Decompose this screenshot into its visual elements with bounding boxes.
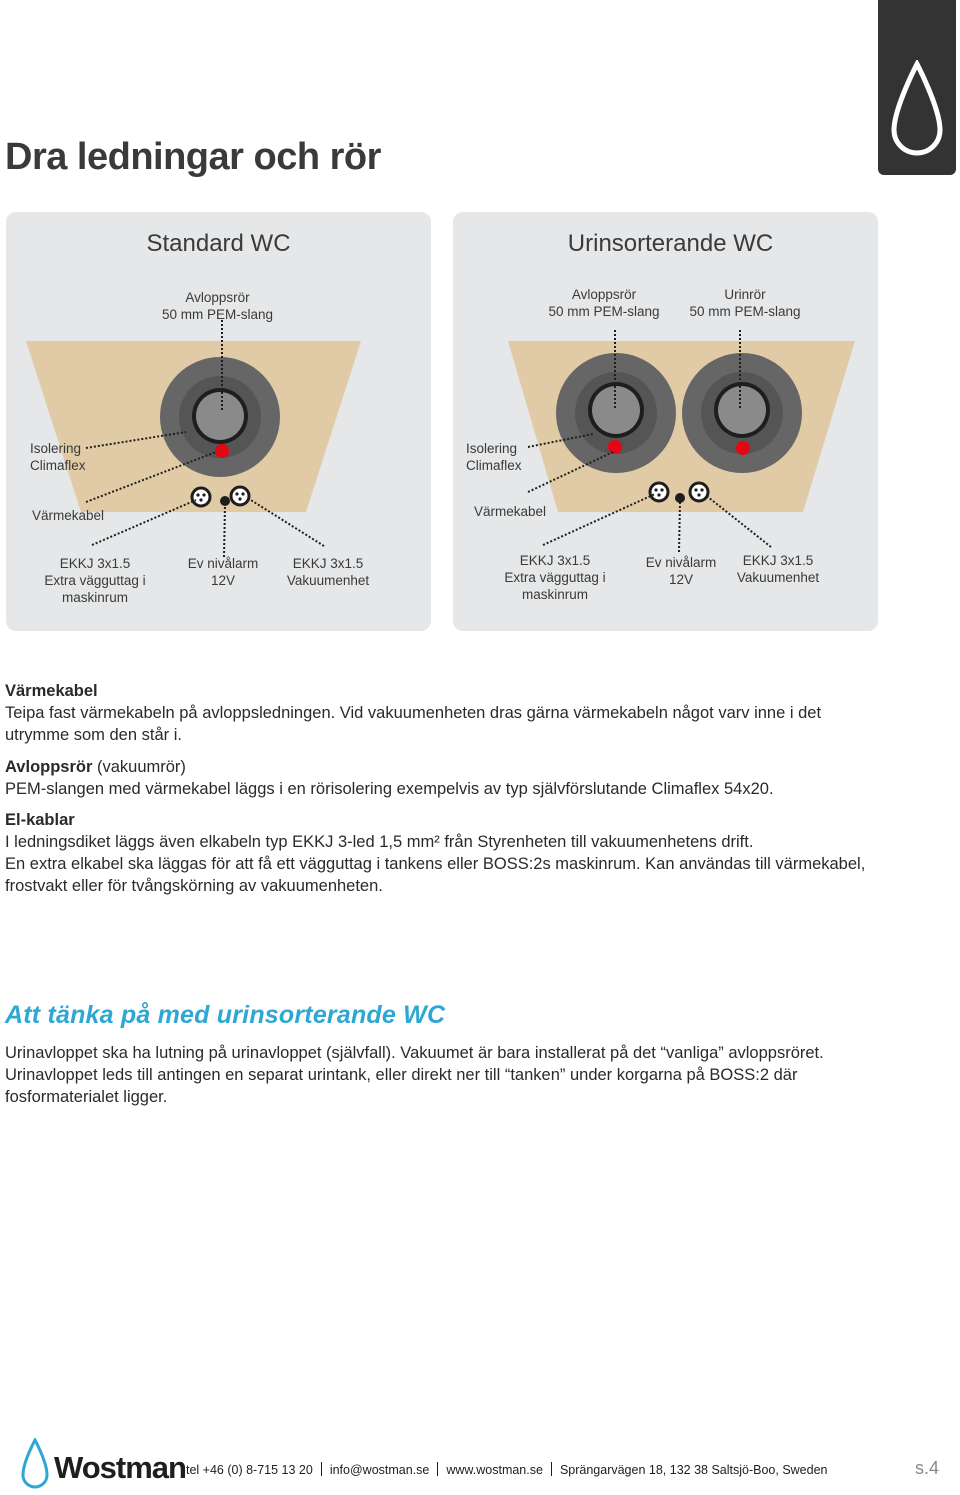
- pipe-center-urin: [718, 386, 766, 434]
- label-line: Climaflex: [30, 458, 86, 473]
- electric-cable-left: [650, 483, 668, 501]
- footer-email[interactable]: info@wostman.se: [329, 1463, 430, 1477]
- section-body: En extra elkabel ska läggas för att få ett vägguttag i tankens eller BOSS:2s maskinrum. Kan användas till värmekabel, frostvakt eller för tvångskörning av vakuumenheten.: [5, 855, 866, 895]
- label-line: Ev nivålarm: [645, 555, 717, 570]
- label-line: Extra vägguttag i: [504, 570, 606, 585]
- urin-section-body: Urinavloppet ska ha lutning på urinavloppet (självfall). Vakuumet är bara installerat på det “vanliga” avloppsröret. Urinavloppet leds till antingen en separat urintank, eller direkt ner till “tanken” under korgarna på BOSS:2 där fosformaterialet ligger.: [5, 1044, 824, 1106]
- label-line: 50 mm PEM-slang: [548, 304, 660, 319]
- label-line: maskinrum: [521, 587, 588, 602]
- urin-ekkj-extra-label: [500, 552, 610, 603]
- section-body: I ledningsdiket läggs även elkabeln typ EKKJ 3-led 1,5 mm² från Styrenheten till vakuumenhetens drift.: [5, 833, 754, 851]
- divider: [321, 1462, 322, 1476]
- label-line: Avloppsrör: [571, 287, 637, 302]
- label-line: 50 mm PEM-slang: [689, 304, 801, 319]
- section-subheading: (vakuumrör): [92, 758, 186, 776]
- corner-tab: [878, 0, 956, 175]
- footer-brand: Wostman: [54, 1450, 186, 1485]
- pipe-center: [196, 392, 244, 440]
- pipe-center-avlopp: [592, 386, 640, 434]
- label-line: 50 mm PEM-slang: [162, 307, 274, 322]
- label-line: Ev nivålarm: [187, 556, 259, 571]
- label-line: Extra vägguttag i: [44, 573, 146, 588]
- urin-isolering-label: [466, 440, 522, 474]
- electric-cable-left: [192, 488, 210, 506]
- el-section: [5, 809, 885, 897]
- section-heading: Avloppsrör: [5, 758, 93, 776]
- standard-avlopp-label: [162, 289, 273, 323]
- page-number: s.4: [915, 1458, 940, 1478]
- standard-nivalarm-label: [176, 555, 270, 589]
- electric-cable-right: [690, 483, 708, 501]
- urin-avlopp-label: [545, 286, 663, 320]
- footer-contact: [186, 1462, 828, 1477]
- section-heading: Värmekabel: [5, 682, 98, 700]
- urin-ekkj-vak-label: [726, 552, 830, 586]
- label-line: Isolering: [30, 441, 82, 456]
- divider: [551, 1462, 552, 1476]
- label-line: 12V: [210, 573, 236, 588]
- signal-cable: [675, 493, 685, 503]
- label-line: Urinrör: [724, 287, 766, 302]
- label-line: Avloppsrör: [185, 290, 250, 305]
- label-line: maskinrum: [61, 590, 128, 605]
- standard-wc-title: Standard WC: [146, 230, 291, 257]
- footer: [0, 1430, 960, 1490]
- urin-wc-title: Urinsorterande WC: [567, 230, 774, 257]
- label-line: EKKJ 3x1.5: [742, 553, 814, 568]
- label-line: EKKJ 3x1.5: [519, 553, 591, 568]
- urin-varmekabel-label: Värmekabel: [474, 504, 547, 519]
- red-cable-avlopp: [608, 440, 622, 454]
- label-line: EKKJ 3x1.5: [292, 556, 364, 571]
- label-line: Climaflex: [466, 458, 522, 473]
- water-drop-icon: [888, 60, 946, 164]
- footer-address: Sprängarvägen 18, 132 38 Saltsjö-Boo, Sweden: [559, 1463, 828, 1477]
- standard-isolering-label: [30, 440, 86, 474]
- urin-urinror-label: [686, 286, 804, 320]
- urin-section-title: Att tänka på med urinsorterande WC: [5, 1001, 446, 1029]
- electric-cable-right: [231, 487, 249, 505]
- label-line: 12V: [668, 572, 694, 587]
- red-cable: [215, 444, 229, 458]
- standard-ekkj-vak-label: [276, 555, 380, 589]
- divider: [437, 1462, 438, 1476]
- label-line: Vakuumenhet: [286, 573, 370, 588]
- section-heading: El-kablar: [5, 811, 75, 829]
- section-body: Teipa fast värmekabeln på avloppsledningen. Vid vakuumenheten dras gärna värmekabeln något varv inne i det utrymme som den står i.: [5, 704, 822, 744]
- urin-nivalarm-label: [634, 554, 728, 588]
- avlopp-section: [5, 756, 885, 800]
- label-line: EKKJ 3x1.5: [59, 556, 131, 571]
- label-line: Vakuumenhet: [736, 570, 820, 585]
- standard-varmekabel-label: Värmekabel: [32, 508, 105, 523]
- label-line: Isolering: [466, 441, 518, 456]
- footer-web[interactable]: www.wostman.se: [446, 1463, 543, 1477]
- varmekabel-section: [5, 680, 885, 746]
- wostman-drop-icon: [20, 1438, 50, 1492]
- red-cable-urin: [736, 441, 750, 455]
- footer-tel: tel +46 (0) 8-715 13 20: [186, 1463, 313, 1477]
- standard-ekkj-extra-label: [40, 555, 150, 606]
- page-title: Dra ledningar och rör: [5, 136, 381, 178]
- section-body: PEM-slangen med värmekabel läggs i en rörisolering exempelvis av typ självförslutande Climaflex 54x20.: [5, 780, 774, 798]
